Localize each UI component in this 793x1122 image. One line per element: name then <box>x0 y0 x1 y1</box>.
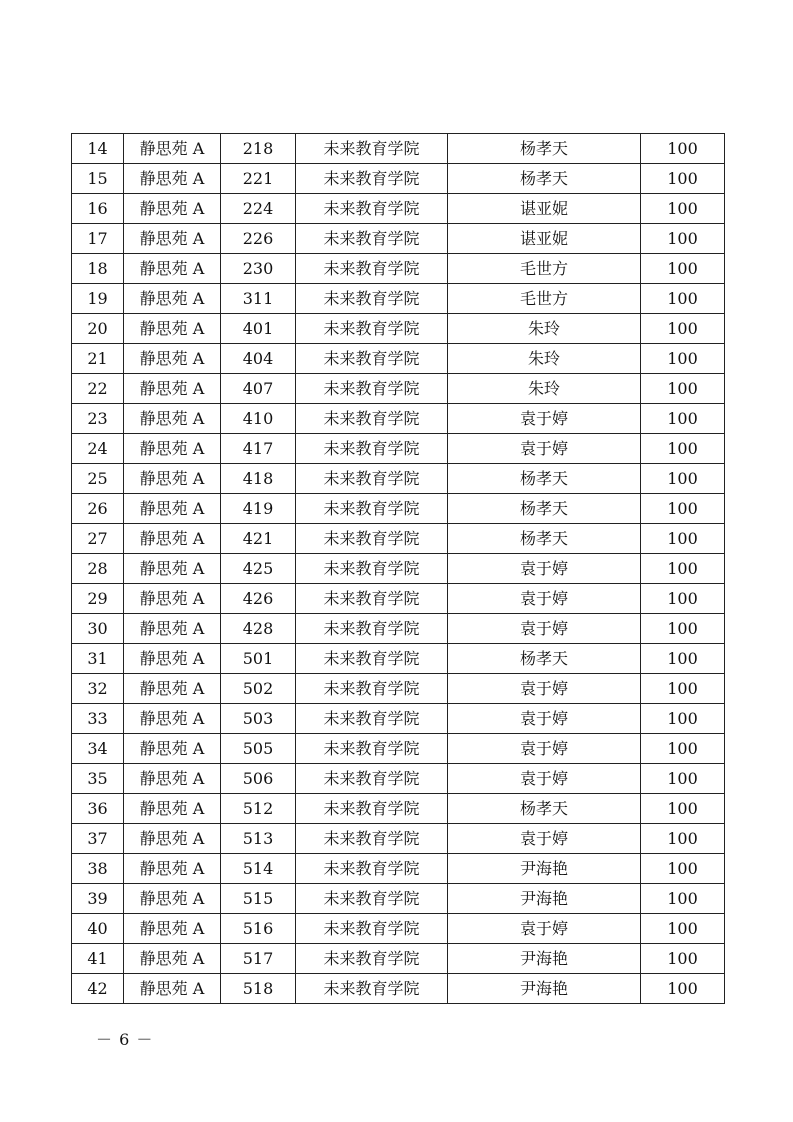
score-cell: 100 <box>641 224 725 254</box>
room-number-cell: 516 <box>221 914 296 944</box>
row-index-cell: 30 <box>72 614 124 644</box>
score-cell: 100 <box>641 434 725 464</box>
college-cell: 未来教育学院 <box>296 344 448 374</box>
table-row <box>72 494 725 524</box>
name-cell: 袁于婷 <box>448 914 641 944</box>
college-cell: 未来教育学院 <box>296 524 448 554</box>
table-row <box>72 464 725 494</box>
building-cell: 静思苑 A <box>124 794 221 824</box>
row-index-cell: 42 <box>72 974 124 1004</box>
building-cell: 静思苑 A <box>124 644 221 674</box>
row-index-cell: 15 <box>72 164 124 194</box>
table-row <box>72 164 725 194</box>
score-cell: 100 <box>641 584 725 614</box>
name-cell: 袁于婷 <box>448 584 641 614</box>
room-number-cell: 226 <box>221 224 296 254</box>
row-index-cell: 24 <box>72 434 124 464</box>
room-number-cell: 419 <box>221 494 296 524</box>
name-cell: 袁于婷 <box>448 614 641 644</box>
building-cell: 静思苑 A <box>124 674 221 704</box>
name-cell: 谌亚妮 <box>448 224 641 254</box>
college-cell: 未来教育学院 <box>296 554 448 584</box>
row-index-cell: 20 <box>72 314 124 344</box>
room-number-cell: 505 <box>221 734 296 764</box>
building-cell: 静思苑 A <box>124 584 221 614</box>
building-cell: 静思苑 A <box>124 884 221 914</box>
room-number-cell: 502 <box>221 674 296 704</box>
row-index-cell: 17 <box>72 224 124 254</box>
score-cell: 100 <box>641 974 725 1004</box>
row-index-cell: 16 <box>72 194 124 224</box>
room-number-cell: 426 <box>221 584 296 614</box>
name-cell: 尹海艳 <box>448 944 641 974</box>
college-cell: 未来教育学院 <box>296 134 448 164</box>
name-cell: 杨孝天 <box>448 134 641 164</box>
table-row <box>72 914 725 944</box>
college-cell: 未来教育学院 <box>296 704 448 734</box>
score-cell: 100 <box>641 134 725 164</box>
building-cell: 静思苑 A <box>124 974 221 1004</box>
table-row <box>72 644 725 674</box>
room-number-cell: 418 <box>221 464 296 494</box>
name-cell: 朱玲 <box>448 344 641 374</box>
row-index-cell: 34 <box>72 734 124 764</box>
score-cell: 100 <box>641 404 725 434</box>
college-cell: 未来教育学院 <box>296 884 448 914</box>
row-index-cell: 29 <box>72 584 124 614</box>
row-index-cell: 22 <box>72 374 124 404</box>
score-cell: 100 <box>641 704 725 734</box>
score-cell: 100 <box>641 464 725 494</box>
college-cell: 未来教育学院 <box>296 164 448 194</box>
building-cell: 静思苑 A <box>124 614 221 644</box>
table-row <box>72 284 725 314</box>
row-index-cell: 26 <box>72 494 124 524</box>
room-number-cell: 518 <box>221 974 296 1004</box>
table-row <box>72 344 725 374</box>
name-cell: 尹海艳 <box>448 974 641 1004</box>
building-cell: 静思苑 A <box>124 854 221 884</box>
college-cell: 未来教育学院 <box>296 794 448 824</box>
college-cell: 未来教育学院 <box>296 944 448 974</box>
room-number-cell: 404 <box>221 344 296 374</box>
building-cell: 静思苑 A <box>124 284 221 314</box>
building-cell: 静思苑 A <box>124 764 221 794</box>
room-number-cell: 311 <box>221 284 296 314</box>
table-row <box>72 254 725 284</box>
score-cell: 100 <box>641 734 725 764</box>
row-index-cell: 38 <box>72 854 124 884</box>
college-cell: 未来教育学院 <box>296 584 448 614</box>
score-cell: 100 <box>641 644 725 674</box>
name-cell: 杨孝天 <box>448 464 641 494</box>
row-index-cell: 32 <box>72 674 124 704</box>
room-number-cell: 515 <box>221 884 296 914</box>
row-index-cell: 33 <box>72 704 124 734</box>
name-cell: 杨孝天 <box>448 164 641 194</box>
score-cell: 100 <box>641 374 725 404</box>
name-cell: 杨孝天 <box>448 494 641 524</box>
college-cell: 未来教育学院 <box>296 974 448 1004</box>
row-index-cell: 19 <box>72 284 124 314</box>
building-cell: 静思苑 A <box>124 134 221 164</box>
college-cell: 未来教育学院 <box>296 614 448 644</box>
table-body <box>72 134 725 1004</box>
row-index-cell: 35 <box>72 764 124 794</box>
table-row <box>72 194 725 224</box>
name-cell: 朱玲 <box>448 314 641 344</box>
room-number-cell: 221 <box>221 164 296 194</box>
name-cell: 袁于婷 <box>448 764 641 794</box>
score-cell: 100 <box>641 524 725 554</box>
college-cell: 未来教育学院 <box>296 224 448 254</box>
table-row <box>72 794 725 824</box>
building-cell: 静思苑 A <box>124 944 221 974</box>
college-cell: 未来教育学院 <box>296 254 448 284</box>
name-cell: 袁于婷 <box>448 674 641 704</box>
row-index-cell: 21 <box>72 344 124 374</box>
row-index-cell: 40 <box>72 914 124 944</box>
building-cell: 静思苑 A <box>124 554 221 584</box>
building-cell: 静思苑 A <box>124 224 221 254</box>
score-cell: 100 <box>641 554 725 584</box>
building-cell: 静思苑 A <box>124 824 221 854</box>
name-cell: 谌亚妮 <box>448 194 641 224</box>
score-cell: 100 <box>641 344 725 374</box>
table-row <box>72 674 725 704</box>
college-cell: 未来教育学院 <box>296 734 448 764</box>
building-cell: 静思苑 A <box>124 464 221 494</box>
row-index-cell: 23 <box>72 404 124 434</box>
college-cell: 未来教育学院 <box>296 824 448 854</box>
building-cell: 静思苑 A <box>124 344 221 374</box>
room-number-cell: 428 <box>221 614 296 644</box>
room-number-cell: 425 <box>221 554 296 584</box>
building-cell: 静思苑 A <box>124 254 221 284</box>
name-cell: 袁于婷 <box>448 434 641 464</box>
row-index-cell: 18 <box>72 254 124 284</box>
college-cell: 未来教育学院 <box>296 374 448 404</box>
score-cell: 100 <box>641 794 725 824</box>
table-row <box>72 944 725 974</box>
row-index-cell: 37 <box>72 824 124 854</box>
building-cell: 静思苑 A <box>124 404 221 434</box>
table-row <box>72 884 725 914</box>
name-cell: 袁于婷 <box>448 704 641 734</box>
row-index-cell: 27 <box>72 524 124 554</box>
room-number-cell: 224 <box>221 194 296 224</box>
name-cell: 毛世方 <box>448 284 641 314</box>
name-cell: 袁于婷 <box>448 404 641 434</box>
college-cell: 未来教育学院 <box>296 314 448 344</box>
college-cell: 未来教育学院 <box>296 464 448 494</box>
room-number-cell: 514 <box>221 854 296 884</box>
name-cell: 袁于婷 <box>448 824 641 854</box>
score-cell: 100 <box>641 254 725 284</box>
room-number-cell: 230 <box>221 254 296 284</box>
table-row <box>72 374 725 404</box>
table-row <box>72 584 725 614</box>
college-cell: 未来教育学院 <box>296 764 448 794</box>
college-cell: 未来教育学院 <box>296 674 448 704</box>
row-index-cell: 39 <box>72 884 124 914</box>
building-cell: 静思苑 A <box>124 434 221 464</box>
score-cell: 100 <box>641 674 725 704</box>
score-cell: 100 <box>641 494 725 524</box>
score-cell: 100 <box>641 764 725 794</box>
score-cell: 100 <box>641 914 725 944</box>
table-row <box>72 404 725 434</box>
table-row <box>72 554 725 584</box>
score-cell: 100 <box>641 854 725 884</box>
name-cell: 杨孝天 <box>448 794 641 824</box>
score-cell: 100 <box>641 944 725 974</box>
score-cell: 100 <box>641 284 725 314</box>
name-cell: 杨孝天 <box>448 524 641 554</box>
table-row <box>72 614 725 644</box>
room-number-cell: 401 <box>221 314 296 344</box>
table-row <box>72 764 725 794</box>
table-row <box>72 734 725 764</box>
building-cell: 静思苑 A <box>124 164 221 194</box>
college-cell: 未来教育学院 <box>296 194 448 224</box>
row-index-cell: 41 <box>72 944 124 974</box>
room-number-cell: 421 <box>221 524 296 554</box>
building-cell: 静思苑 A <box>124 524 221 554</box>
table-row <box>72 974 725 1004</box>
table-row <box>72 224 725 254</box>
table-row <box>72 134 725 164</box>
building-cell: 静思苑 A <box>124 314 221 344</box>
name-cell: 毛世方 <box>448 254 641 284</box>
table-row <box>72 704 725 734</box>
college-cell: 未来教育学院 <box>296 494 448 524</box>
building-cell: 静思苑 A <box>124 494 221 524</box>
table-row <box>72 314 725 344</box>
name-cell: 朱玲 <box>448 374 641 404</box>
room-number-cell: 410 <box>221 404 296 434</box>
score-cell: 100 <box>641 884 725 914</box>
room-number-cell: 517 <box>221 944 296 974</box>
building-cell: 静思苑 A <box>124 194 221 224</box>
building-cell: 静思苑 A <box>124 734 221 764</box>
college-cell: 未来教育学院 <box>296 854 448 884</box>
row-index-cell: 25 <box>72 464 124 494</box>
score-cell: 100 <box>641 194 725 224</box>
table-row <box>72 434 725 464</box>
room-number-cell: 512 <box>221 794 296 824</box>
row-index-cell: 36 <box>72 794 124 824</box>
room-number-cell: 503 <box>221 704 296 734</box>
room-number-cell: 218 <box>221 134 296 164</box>
college-cell: 未来教育学院 <box>296 284 448 314</box>
name-cell: 袁于婷 <box>448 734 641 764</box>
table-row <box>72 524 725 554</box>
score-cell: 100 <box>641 824 725 854</box>
room-number-cell: 417 <box>221 434 296 464</box>
row-index-cell: 28 <box>72 554 124 584</box>
score-cell: 100 <box>641 164 725 194</box>
room-number-cell: 501 <box>221 644 296 674</box>
score-cell: 100 <box>641 614 725 644</box>
college-cell: 未来教育学院 <box>296 404 448 434</box>
table-row <box>72 824 725 854</box>
name-cell: 尹海艳 <box>448 854 641 884</box>
name-cell: 杨孝天 <box>448 644 641 674</box>
table-row <box>72 854 725 884</box>
row-index-cell: 14 <box>72 134 124 164</box>
college-cell: 未来教育学院 <box>296 914 448 944</box>
college-cell: 未来教育学院 <box>296 434 448 464</box>
building-cell: 静思苑 A <box>124 704 221 734</box>
room-number-cell: 506 <box>221 764 296 794</box>
score-cell: 100 <box>641 314 725 344</box>
building-cell: 静思苑 A <box>124 374 221 404</box>
room-number-cell: 513 <box>221 824 296 854</box>
building-cell: 静思苑 A <box>124 914 221 944</box>
name-cell: 尹海艳 <box>448 884 641 914</box>
data-table <box>71 133 725 1004</box>
room-number-cell: 407 <box>221 374 296 404</box>
row-index-cell: 31 <box>72 644 124 674</box>
name-cell: 袁于婷 <box>448 554 641 584</box>
college-cell: 未来教育学院 <box>296 644 448 674</box>
page-number: － 6 － <box>96 1030 154 1049</box>
